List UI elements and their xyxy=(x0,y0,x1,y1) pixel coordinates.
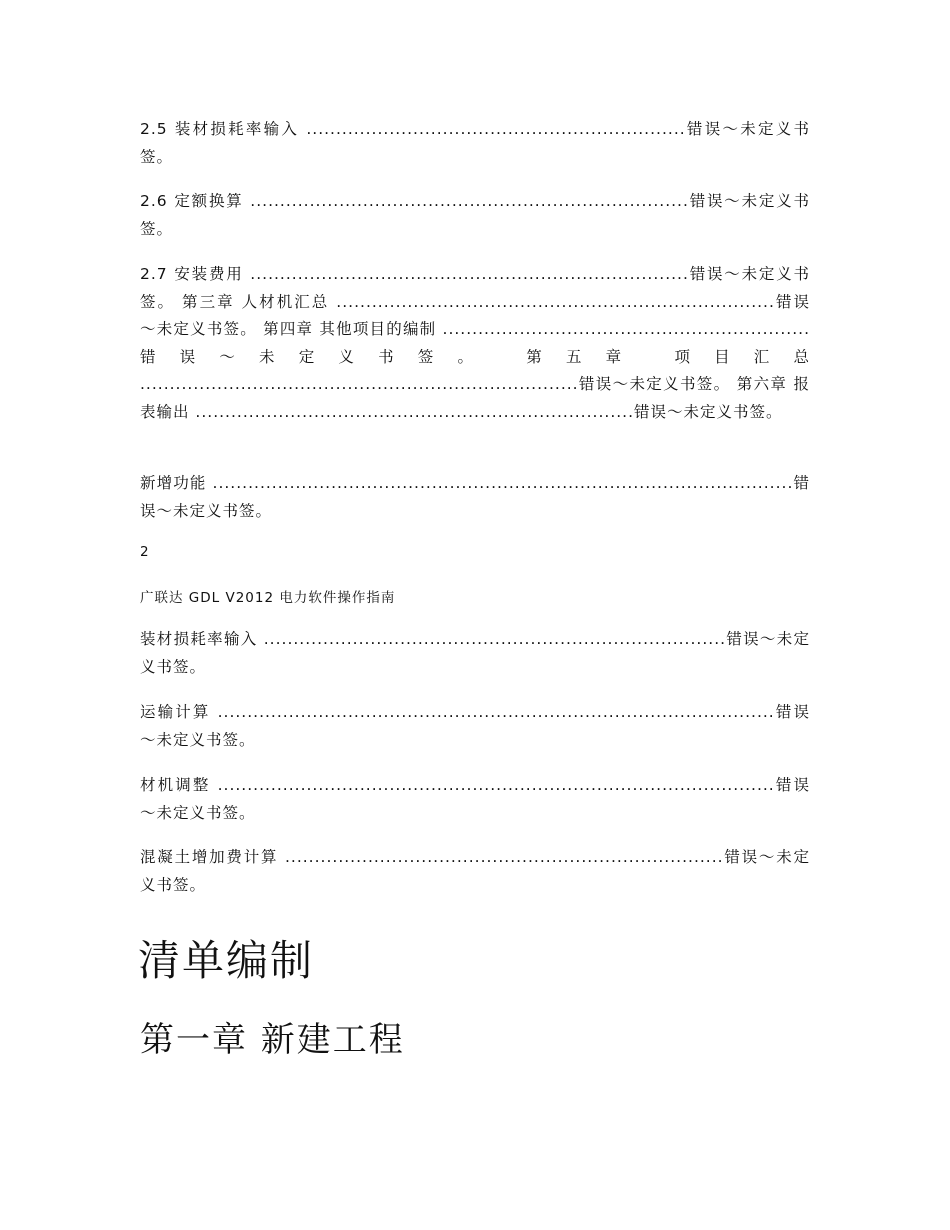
section-heading: 清单编制 xyxy=(138,936,315,985)
running-header: 广联达 GDL V2012 电力软件操作指南 xyxy=(140,590,396,606)
toc-entry-loss-rate: 装材损耗率输入 ..............................................................................错误～未定义书签。 xyxy=(140,630,810,676)
toc-entry-2-6: 2.6 定额换算 ..........................................................................错误～未定义书签。 xyxy=(140,192,810,238)
toc-entry-concrete-fee: 混凝土增加费计算 ..........................................................................错误～未定义书签。 xyxy=(140,848,810,894)
toc-entry-new-features: 新增功能 ..................................................................................................错误～未定义书签。 xyxy=(140,474,810,520)
toc-entry-transport: 运输计算 ..............................................................................................错误～未定义书签。 xyxy=(140,703,810,749)
page-number: 2 xyxy=(140,544,150,560)
chapter-heading: 第一章 新建工程 xyxy=(140,1020,405,1060)
toc-entry-2-7-chapters: 2.7 安装费用 ..........................................................................错误～未定义书签。 第三章 人材机汇总 ..........................................................................错误～未定义书签。 第四章 其他项目的编制 ..............................................................错误～未定义书签。 第五章 项目汇总 ..........................................................................错误～未定义书签。 第六章 报表输出 ..........................................................................错误～未定义书签。 xyxy=(140,265,816,421)
toc-entry-material-adjust: 材机调整 ..............................................................................................错误～未定义书签。 xyxy=(140,776,810,822)
toc-entry-2-5: 2.5 装材损耗率输入 ................................................................错误～未定义书签。 xyxy=(140,120,810,166)
